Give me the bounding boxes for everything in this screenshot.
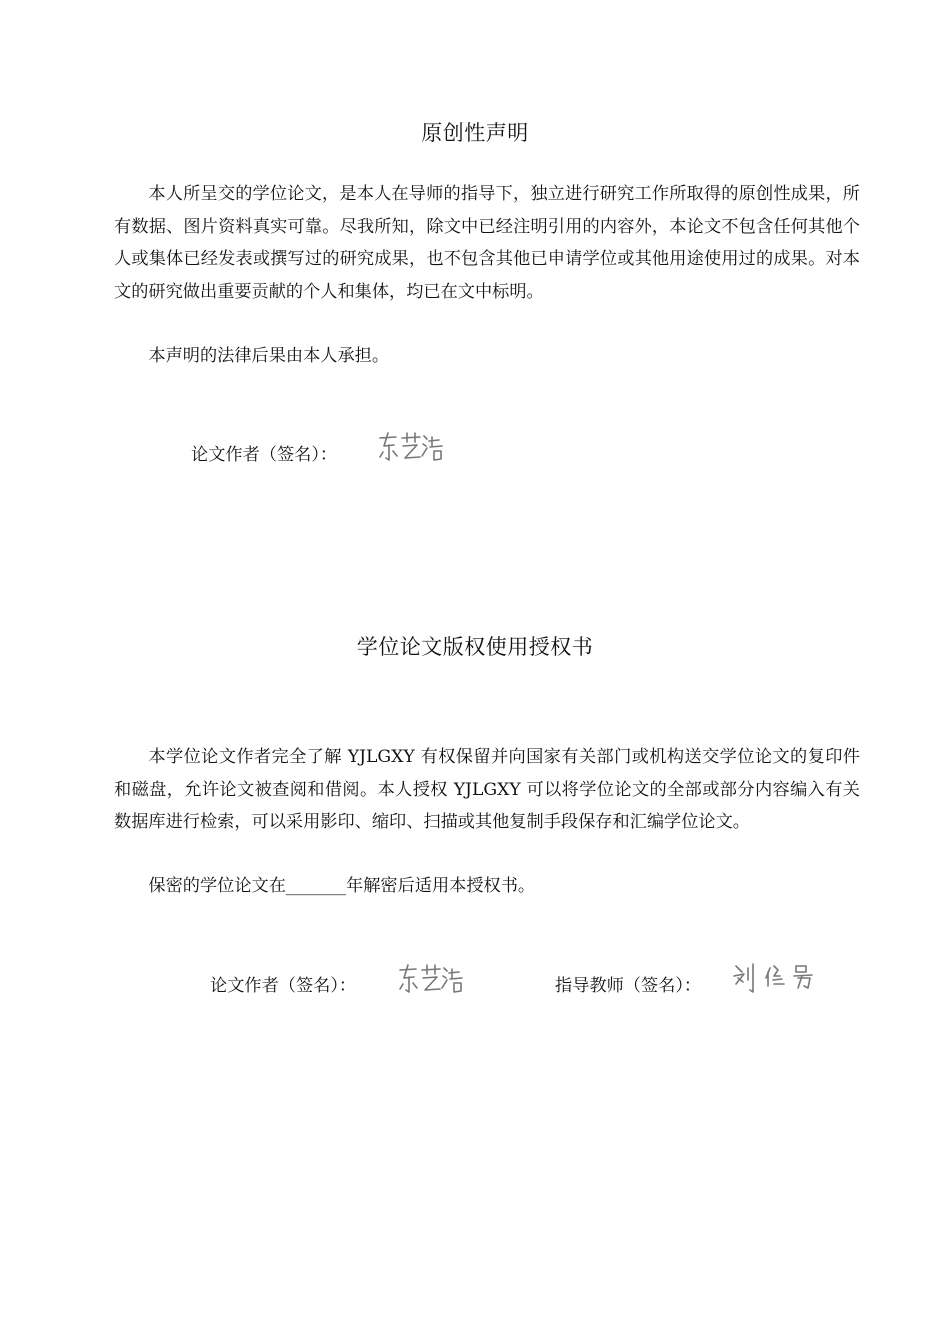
author-signature-image: [376, 430, 446, 466]
confidentiality-statement: 保密的学位论文在_______年解密后适用本授权书。: [148, 876, 536, 896]
advisor-signature-label: 指导教师（签名）：: [555, 976, 702, 996]
copyright-authorization-body: 本学位论文作者完全了解 YJLGXY 有权保留并向国家有关部门或机构送交学位论文的复印件和磁盘，允许论文被查阅和借阅。本人授权 YJLGXY 可以将学位论文的全部或部分内容编入有关数据库进行检索，可以采用影印、缩印、扫描或其他复制手段保存和汇编学位论文。: [114, 747, 860, 832]
advisor-signature-image: [730, 960, 820, 996]
copyright-authorization-title: 学位论文版权使用授权书: [356, 635, 594, 659]
originality-statement-body: 本人所呈交的学位论文，是本人在导师的指导下，独立进行研究工作所取得的原创性成果，所有数据、图片资料真实可靠。尽我所知，除文中已经注明引用的内容外，本论文不包含任何其他个人或集体已经发表或撰写过的研究成果，也不包含其他已申请学位或其他用途使用过的成果。对本文的研究做出重要贡献的个人和集体，均已在文中标明。: [114, 184, 860, 302]
legal-consequence-statement: 本声明的法律后果由本人承担。: [148, 346, 390, 366]
originality-statement-title: 原创性声明: [421, 121, 529, 145]
author-signature-label: 论文作者（签名）：: [191, 445, 338, 465]
author-signature-label-2: 论文作者（签名）：: [210, 976, 357, 996]
author-signature-image-2: [396, 962, 466, 998]
